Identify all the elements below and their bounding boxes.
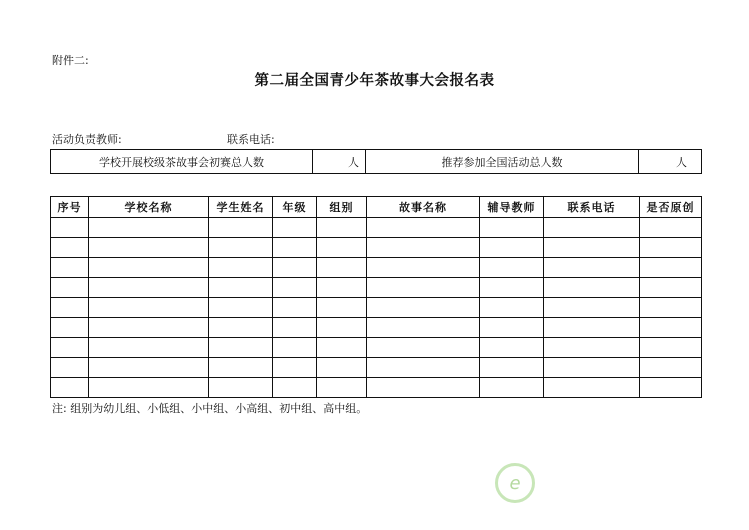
summary-row xyxy=(51,150,702,174)
table-cell[interactable] xyxy=(273,358,317,378)
table-cell[interactable] xyxy=(367,258,480,278)
table-cell[interactable] xyxy=(209,238,273,258)
table-cell[interactable] xyxy=(544,298,640,318)
table-cell[interactable] xyxy=(209,358,273,378)
registration-table xyxy=(50,196,702,398)
table-cell[interactable] xyxy=(367,278,480,298)
table-cell[interactable] xyxy=(544,378,640,398)
column-header: 年级 xyxy=(273,197,317,218)
table-cell[interactable] xyxy=(317,278,367,298)
header-row xyxy=(51,197,702,218)
table-cell[interactable] xyxy=(273,338,317,358)
table-row xyxy=(51,318,702,338)
table-cell[interactable] xyxy=(273,238,317,258)
column-header: 辅导教师 xyxy=(480,197,544,218)
table-cell[interactable] xyxy=(89,318,209,338)
table-cell[interactable] xyxy=(544,218,640,238)
table-cell[interactable] xyxy=(640,298,702,318)
table-cell[interactable] xyxy=(480,218,544,238)
table-row xyxy=(51,358,702,378)
table-row xyxy=(51,338,702,358)
table-cell[interactable] xyxy=(317,238,367,258)
table-cell[interactable] xyxy=(544,258,640,278)
table-cell[interactable] xyxy=(367,238,480,258)
table-cell[interactable] xyxy=(209,298,273,318)
table-cell[interactable] xyxy=(89,338,209,358)
recommend-label: 推荐参加全国活动总人数 xyxy=(366,150,639,174)
table-cell[interactable] xyxy=(640,238,702,258)
attachment-label: 附件二: xyxy=(52,54,89,67)
table-cell[interactable] xyxy=(480,238,544,258)
table-cell[interactable] xyxy=(367,338,480,358)
table-cell[interactable] xyxy=(209,278,273,298)
table-cell[interactable] xyxy=(480,278,544,298)
table-cell[interactable] xyxy=(273,218,317,238)
column-header: 故事名称 xyxy=(367,197,480,218)
unit-label: 人 xyxy=(676,155,687,169)
leaf-icon: e xyxy=(509,472,521,494)
column-header: 联系电话 xyxy=(544,197,640,218)
column-header: 是否原创 xyxy=(640,197,702,218)
table-cell[interactable] xyxy=(367,218,480,238)
table-cell[interactable] xyxy=(317,318,367,338)
table-cell[interactable] xyxy=(51,378,89,398)
form-title: 第二届全国青少年茶故事大会报名表 xyxy=(254,73,495,89)
table-cell[interactable] xyxy=(544,338,640,358)
table-cell[interactable] xyxy=(273,298,317,318)
table-cell[interactable] xyxy=(480,258,544,278)
phone-label: 联系电话: xyxy=(227,133,275,146)
school-count-label: 学校开展校级茶故事会初赛总人数 xyxy=(51,150,313,174)
table-cell[interactable] xyxy=(51,278,89,298)
table-cell[interactable] xyxy=(640,338,702,358)
group-note: 注: 组别为幼儿组、小低组、小中组、小高组、初中组、高中组。 xyxy=(52,402,368,415)
table-cell[interactable] xyxy=(51,258,89,278)
column-header: 学生姓名 xyxy=(209,197,273,218)
table-cell[interactable] xyxy=(317,258,367,278)
column-header: 学校名称 xyxy=(89,197,209,218)
table-row xyxy=(51,278,702,298)
table-cell[interactable] xyxy=(209,258,273,278)
table-cell[interactable] xyxy=(273,278,317,298)
table-cell[interactable] xyxy=(317,338,367,358)
table-row xyxy=(51,238,702,258)
school-count-input[interactable] xyxy=(313,150,366,174)
table-cell[interactable] xyxy=(89,238,209,258)
table-cell[interactable] xyxy=(51,218,89,238)
table-cell[interactable] xyxy=(480,318,544,338)
recommend-count-input[interactable] xyxy=(639,150,702,174)
table-cell[interactable] xyxy=(480,338,544,358)
table-cell[interactable] xyxy=(89,278,209,298)
table-cell[interactable] xyxy=(367,358,480,378)
table-cell[interactable] xyxy=(367,378,480,398)
table-cell[interactable] xyxy=(640,278,702,298)
table-cell[interactable] xyxy=(640,358,702,378)
table-cell[interactable] xyxy=(89,358,209,378)
column-header: 序号 xyxy=(51,197,89,218)
table-cell[interactable] xyxy=(89,378,209,398)
table-cell[interactable] xyxy=(317,218,367,238)
table-cell[interactable] xyxy=(89,258,209,278)
table-cell[interactable] xyxy=(89,218,209,238)
table-cell[interactable] xyxy=(480,358,544,378)
table-cell[interactable] xyxy=(209,318,273,338)
table-cell[interactable] xyxy=(51,318,89,338)
table-cell[interactable] xyxy=(273,258,317,278)
column-header: 组别 xyxy=(317,197,367,218)
table-row xyxy=(51,298,702,318)
unit-label: 人 xyxy=(348,155,359,169)
table-cell[interactable] xyxy=(367,298,480,318)
table-cell[interactable] xyxy=(544,358,640,378)
table-cell[interactable] xyxy=(480,378,544,398)
table-cell[interactable] xyxy=(51,358,89,378)
table-cell[interactable] xyxy=(51,338,89,358)
table-row xyxy=(51,258,702,278)
table-cell[interactable] xyxy=(317,298,367,318)
table-cell[interactable] xyxy=(640,378,702,398)
table-cell[interactable] xyxy=(544,318,640,338)
table-cell[interactable] xyxy=(640,258,702,278)
table-cell[interactable] xyxy=(544,278,640,298)
table-cell[interactable] xyxy=(367,318,480,338)
table-row xyxy=(51,218,702,238)
table-cell[interactable] xyxy=(640,218,702,238)
table-cell[interactable] xyxy=(209,378,273,398)
table-cell[interactable] xyxy=(544,238,640,258)
table-cell[interactable] xyxy=(317,378,367,398)
table-cell[interactable] xyxy=(51,238,89,258)
table-cell[interactable] xyxy=(89,298,209,318)
table-cell[interactable] xyxy=(273,378,317,398)
table-row xyxy=(51,378,702,398)
logo-watermark xyxy=(495,463,535,503)
table-cell[interactable] xyxy=(640,318,702,338)
table-cell[interactable] xyxy=(273,318,317,338)
table-cell[interactable] xyxy=(209,218,273,238)
table-cell[interactable] xyxy=(480,298,544,318)
teacher-label: 活动负责教师: xyxy=(52,133,122,146)
summary-table xyxy=(50,149,702,174)
table-cell[interactable] xyxy=(51,298,89,318)
table-cell[interactable] xyxy=(209,338,273,358)
table-cell[interactable] xyxy=(317,358,367,378)
